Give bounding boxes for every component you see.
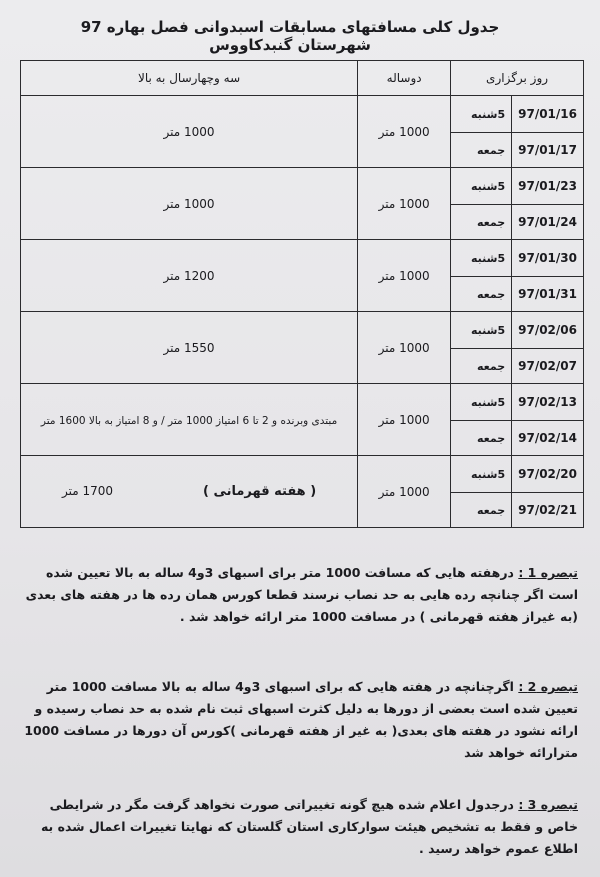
three-four-distance-cell — [21, 384, 358, 456]
friday-date: 97/02/14 — [512, 421, 584, 456]
friday-date: 97/01/24 — [512, 205, 584, 240]
friday-label: جمعه — [451, 349, 512, 384]
table-row — [21, 168, 584, 205]
thursday-label: 5شنبه — [451, 168, 512, 205]
three-four-distance: 1000 متر — [163, 124, 215, 139]
two-year-distance: 1000 متر — [358, 384, 451, 456]
two-year-distance: 1000 متر — [358, 456, 451, 528]
thursday-date: 97/01/16 — [512, 96, 584, 133]
schedule-table — [20, 60, 584, 528]
three-four-distance: 1550 متر — [163, 340, 215, 355]
note-3-label: تبصره 3 : — [518, 797, 578, 812]
note-1-label: تبصره 1 : — [518, 565, 578, 580]
page-title: جدول کلی مسافتهای مسابقات اسبدوانی فصل بهاره 97 شهرستان گنبدکاووس — [80, 18, 500, 54]
friday-date: 97/01/31 — [512, 277, 584, 312]
two-year-distance: 1000 متر — [358, 240, 451, 312]
header-two-year: دوساله — [358, 61, 451, 96]
three-four-distance: 1000 متر — [163, 196, 215, 211]
table-row — [21, 96, 584, 133]
note-1 — [22, 562, 578, 628]
three-four-distance-cell — [21, 312, 358, 384]
table-row — [21, 456, 584, 493]
header-day: روز برگزاری — [451, 61, 584, 96]
thursday-date: 97/02/06 — [512, 312, 584, 349]
champion-week-note: ( هفته قهرمانی ) — [202, 484, 317, 499]
thursday-date: 97/01/23 — [512, 168, 584, 205]
three-four-distance: 1700 متر — [61, 484, 113, 498]
friday-label: جمعه — [451, 205, 512, 240]
table-row — [21, 240, 584, 277]
three-four-distance-cell — [21, 96, 358, 168]
note-3-text: درجدول اعلام شده هیچ گونه تغییراتی صورت نخواهد گرفت مگر در شرایطی خاص و فقط به تشخیص هیئت سوارکاری استان گلستان که نهایتا تغییرات اعمال شده به اطلاع عموم خواهد رسید . — [40, 797, 578, 856]
friday-label: جمعه — [451, 493, 512, 528]
note-2-text: اگرچنانچه در هفته هایی که برای اسبهای 3و4 ساله به بالا مسافت 1000 متر تعیین شده است بعضی از دورها به دلیل کثرت اسبهای ثبت نام شده به حد نصاب رسیده و ارائه نشود در هفته های بعدی( به غیر از هفته قهرمانی )کورس آن دورها در مسافت 1000 مترارائه خواهد شد — [24, 679, 578, 760]
note-2-label: تبصره 2 : — [518, 679, 578, 694]
thursday-label: 5شنبه — [451, 456, 512, 493]
thursday-label: 5شنبه — [451, 384, 512, 421]
friday-label: جمعه — [451, 277, 512, 312]
thursday-date: 97/02/13 — [512, 384, 584, 421]
note-2 — [22, 676, 578, 764]
three-four-distance-cell — [21, 168, 358, 240]
three-four-distance-cell — [21, 240, 358, 312]
table-row — [21, 384, 584, 421]
friday-date: 97/01/17 — [512, 133, 584, 168]
header-three-four: سه وچهارسال به بالا — [21, 61, 358, 96]
friday-date: 97/02/21 — [512, 493, 584, 528]
table-header-row — [21, 61, 584, 96]
thursday-label: 5شنبه — [451, 240, 512, 277]
two-year-distance: 1000 متر — [358, 312, 451, 384]
two-year-distance: 1000 متر — [358, 96, 451, 168]
thursday-date: 97/02/20 — [512, 456, 584, 493]
two-year-distance: 1000 متر — [358, 168, 451, 240]
three-four-distance-cell — [21, 456, 358, 528]
friday-label: جمعه — [451, 421, 512, 456]
three-four-distance: 1200 متر — [163, 268, 215, 283]
friday-label: جمعه — [451, 133, 512, 168]
three-four-distance: مبتدی وبرنده و 2 تا 6 امتیاز 1000 متر / و 8 امتیاز به بالا 1600 متر — [40, 414, 338, 427]
note-3 — [22, 794, 578, 860]
note-1-text: درهفته هایی که مسافت 1000 متر برای اسبهای 3و4 ساله به بالا تعیین شده است اگر چنانچه رده هایی به حد نصاب نرسند قطعا کورس همان رده ها در هفته های بعدی (به غیراز هفته قهرمانی ) در مسافت 1000 متر ارائه خواهد شد . — [25, 565, 578, 624]
thursday-date: 97/01/30 — [512, 240, 584, 277]
thursday-label: 5شنبه — [451, 312, 512, 349]
thursday-label: 5شنبه — [451, 96, 512, 133]
table-row — [21, 312, 584, 349]
friday-date: 97/02/07 — [512, 349, 584, 384]
